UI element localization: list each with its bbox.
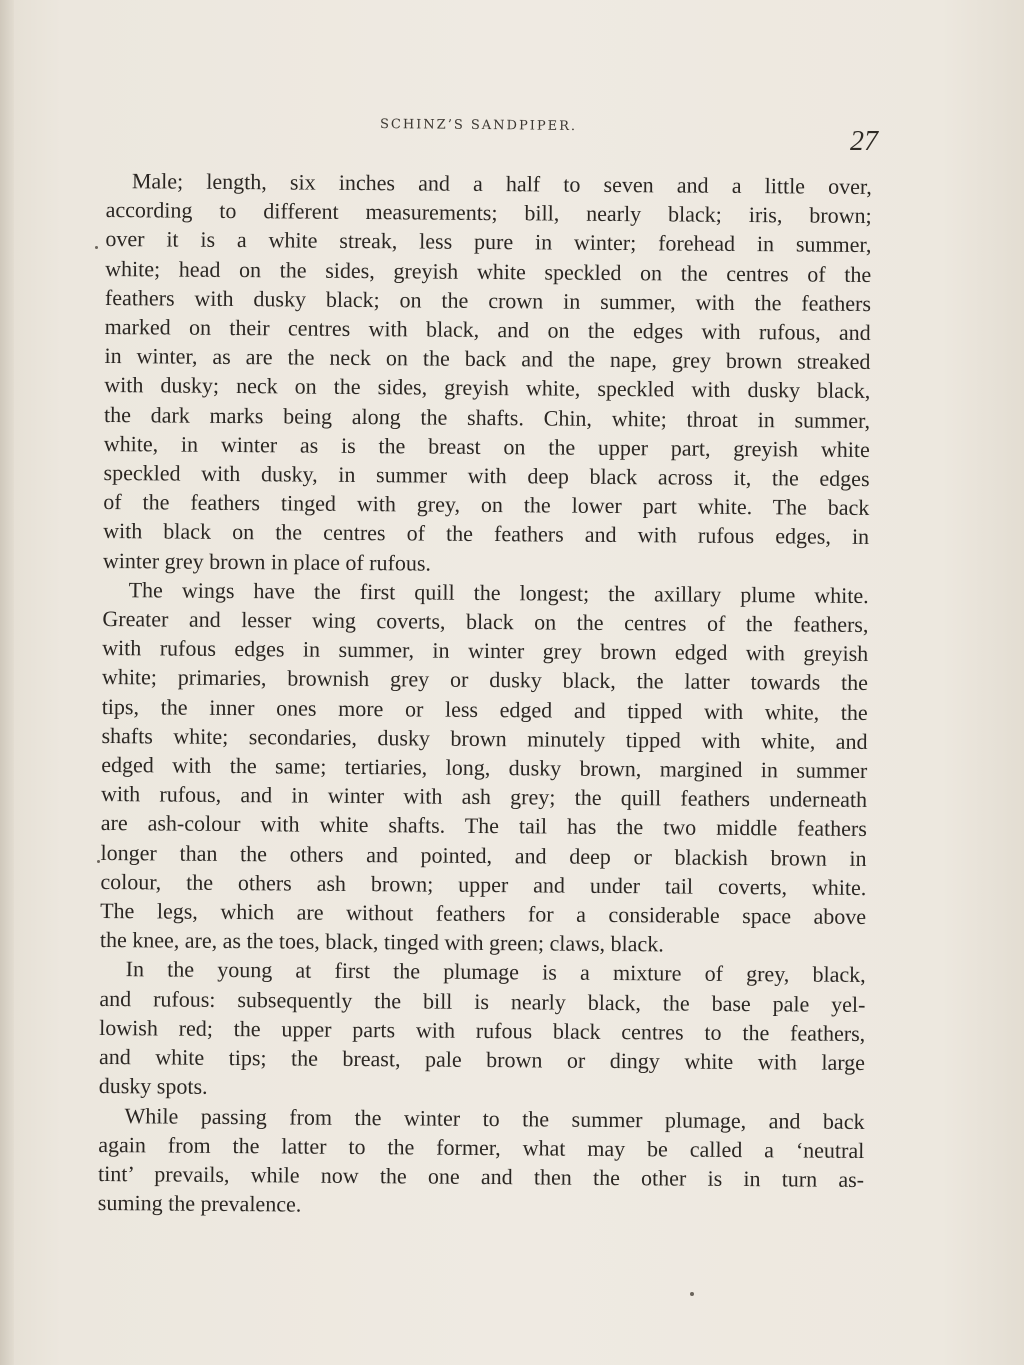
- text-line: suming the prevalence.: [97, 1190, 302, 1217]
- text-line: longer than the others and pointed, and deep or blackish brown in: [100, 839, 867, 871]
- text-line: are ash-colour with white shafts. The tail has the two middle feathers: [100, 810, 867, 842]
- text-line: according to different measurements; bill, nearly black; iris, brown;: [105, 197, 872, 229]
- text-line: The wings have the first quill the longest; the axillary plume white.: [128, 577, 869, 608]
- text-line: tint’ prevails, while now the one and then the other is in turn as-: [97, 1160, 865, 1192]
- paragraph-male-description: [103, 166, 872, 581]
- text-line: Male; length, six inches and a half to seven and a little over,: [131, 168, 872, 200]
- page-number: 27: [850, 126, 878, 157]
- text-line: with black on the centres of the feathers and with rufous edges, in: [103, 518, 870, 550]
- text-line: tips, the inner ones more or less edged and tipped with white, the: [101, 693, 868, 725]
- text-line: white; primaries, brownish grey or dusky black, the latter towards the: [101, 664, 869, 696]
- text-line: marked on their centres with black, and on the edges with rufous, and: [104, 314, 871, 346]
- text-line: of the feathers tinged with grey, on the lower part white. The back: [103, 489, 870, 521]
- text-line: and rufous: subsequently the bill is nearly black, the base pale yel-: [99, 985, 866, 1017]
- text-line: In the young at first the plumage is a mixture of grey, black,: [125, 956, 866, 988]
- text-line: in winter, as are the neck on the back and the nape, grey brown streaked: [104, 343, 871, 375]
- page-gutter-edge: [0, 0, 14, 1365]
- text-line: with dusky; neck on the sides, greyish white, speckled with dusky black,: [104, 372, 871, 404]
- text-line: again from the latter to the former, what may be called a ‘neutral: [98, 1131, 865, 1163]
- body-text: [98, 166, 872, 1223]
- text-line: Greater and lesser wing coverts, black on the centres of the feathers,: [102, 606, 869, 638]
- text-line: the dark marks being along the shafts. Chin, white; throat in summer,: [103, 401, 871, 433]
- text-line: winter grey brown in place of rufous.: [102, 547, 432, 576]
- text-line: with rufous edges in summer, in winter grey brown edged with greyish: [102, 635, 869, 667]
- paper-speck: [95, 246, 98, 249]
- paragraph-neutral-tint: [98, 1100, 865, 1223]
- paragraph-young-plumage: [99, 954, 866, 1106]
- text-line: dusky spots.: [98, 1073, 208, 1100]
- text-line: the knee, are, as the toes, black, tinged with green; claws, black.: [99, 927, 664, 957]
- text-line: speckled with dusky, in summer with deep black across it, the edges: [103, 460, 870, 492]
- text-line: While passing from the winter to the summer plumage, and back: [124, 1102, 865, 1134]
- text-line: over it is a white streak, less pure in winter; forehead in summer,: [105, 226, 872, 258]
- paper-speck: [97, 860, 100, 863]
- text-line: with rufous, and in winter with ash grey; the quill feathers underneath: [100, 781, 868, 813]
- text-line: colour, the others ash brown; upper and under tail coverts, white.: [100, 868, 867, 900]
- text-line: white, in winter as is the breast on the upper part, greyish white: [103, 430, 870, 462]
- text-line: The legs, which are without feathers for a considerable space above: [100, 898, 867, 930]
- text-line: feathers with dusky black; on the crown in summer, with the feathers: [104, 284, 872, 316]
- text-line: white; head on the sides, greyish white speckled on the centres of the: [105, 255, 872, 287]
- paper-speck: [690, 1292, 694, 1296]
- text-line: and white tips; the breast, pale brown or dingy white with large: [98, 1044, 866, 1076]
- text-line: edged with the same; tertiaries, long, dusky brown, margined in summer: [101, 752, 868, 784]
- text-line: shafts white; secondaries, dusky brown minutely tipped with white, and: [101, 722, 868, 754]
- text-line: lowish red; the upper parts with rufous black centres to the feathers,: [99, 1014, 866, 1046]
- paragraph-wings-description: [100, 575, 869, 961]
- running-title: SCHINZ’S SANDPIPER.: [379, 116, 578, 135]
